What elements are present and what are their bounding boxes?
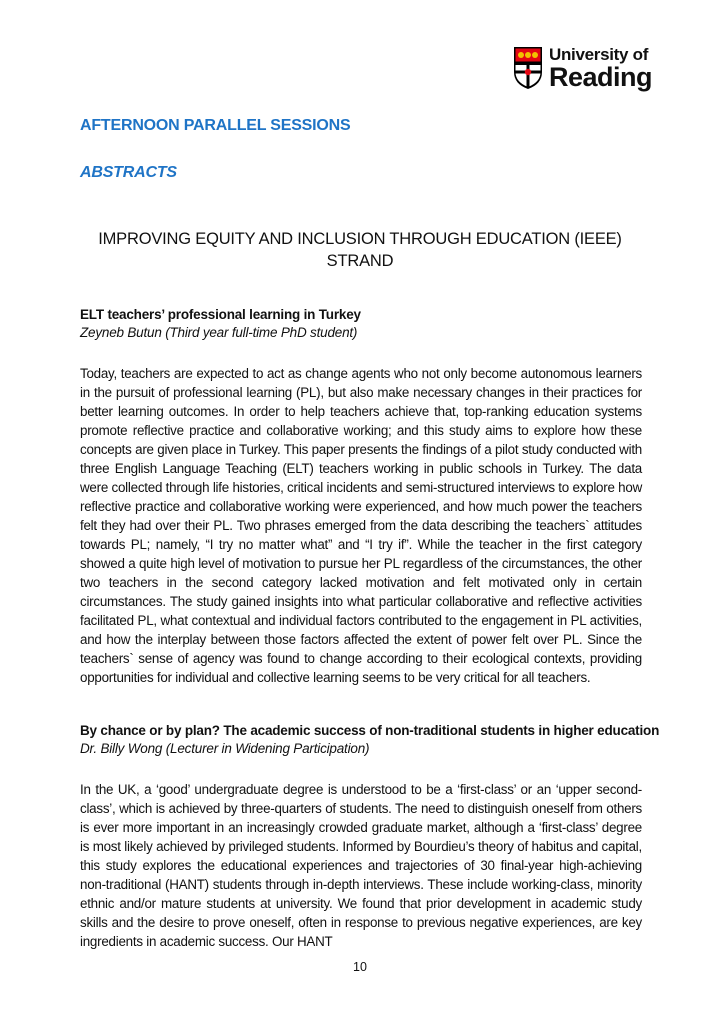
strand-title xyxy=(80,228,640,272)
abstract-author: Dr. Billy Wong (Lecturer in Widening Participation) xyxy=(80,741,370,756)
abstract-body: In the UK, a ‘good’ undergraduate degree is understood to be a ‘first-class’ or an ‘upper second-class’, which is achieved by three-quarters of students. The need to distinguish oneself from others is ever more important in an increasingly crowded graduate market, although a ‘first-class’ degree is most likely achieved by privileged students. Informed by Bourdieu’s theory of habitus and capital, this study explores the educational experiences and trajectories of 30 final-year high-achieving non-traditional (HANT) students through in-depth interviews. These include working-class, minority ethnic and/or mature students at university. We found that prior development in academic study skills and the desire to prove oneself, often in response to previous negative experiences, are key ingredients in academic success. Our HANT xyxy=(80,782,642,949)
abstract-block xyxy=(80,722,660,951)
abstract-title: By chance or by plan? The academic success of non-traditional students in higher education xyxy=(80,723,660,738)
abstracts-heading: ABSTRACTS xyxy=(80,164,177,181)
session-heading: AFTERNOON PARALLEL SESSIONS xyxy=(80,117,351,134)
abstract-body: Today, teachers are expected to act as change agents who not only become autonomous learners in the pursuit of professional learning (PL), but also make necessary changes in their practices for better learning outcomes. In order to help teachers achieve that, top-ranking education systems promote reflective practice and collaborative working; and this study aims to explore how these concepts are given place in Turkey. This paper presents the findings of a pilot study conducted with three English Language Teaching (ELT) teachers working in public schools in Turkey. The data were collected through life histories, critical incidents and semi-structured interviews to explore how reflective practice and collaborative working were experienced, and how much power the teachers felt they had over their PL. Two phrases emerged from the data describing the teachers` attitudes towards PL; namely, “I try no matter what” and “I try if”. While the teacher in the first category showed a quite high level of motivation to pursue her PL regardless of the circumstances, the other two teachers in the second category lacked motivation and felt motivated only in certain circumstances. The study gained insights into what particular collaborative and reflective activities facilitated PL, what contextual and individual factors contributed to the engagement in PL activities, and how the interplay between those factors affected the extent of power felt over PL. Since the teachers` sense of agency was found to change according to their ecological contexts, providing opportunities for individual and collective learning seems to be very critical for all teachers. xyxy=(80,366,642,685)
strand-title-line1: IMPROVING EQUITY AND INCLUSION THROUGH EDUCATION (IEEE) xyxy=(98,230,622,248)
logo-text-line2: Reading xyxy=(549,61,653,92)
abstract-title: ELT teachers’ professional learning in Turkey xyxy=(80,307,361,322)
abstract-block xyxy=(80,306,642,687)
abstract-author: Zeyneb Butun (Third year full-time PhD student) xyxy=(80,325,358,340)
page-number: 10 xyxy=(353,960,367,974)
logo-text-line1: University of xyxy=(549,44,649,64)
university-logo xyxy=(513,42,673,94)
university-crest-icon xyxy=(513,46,543,90)
strand-title-line2: STRAND xyxy=(326,252,394,270)
